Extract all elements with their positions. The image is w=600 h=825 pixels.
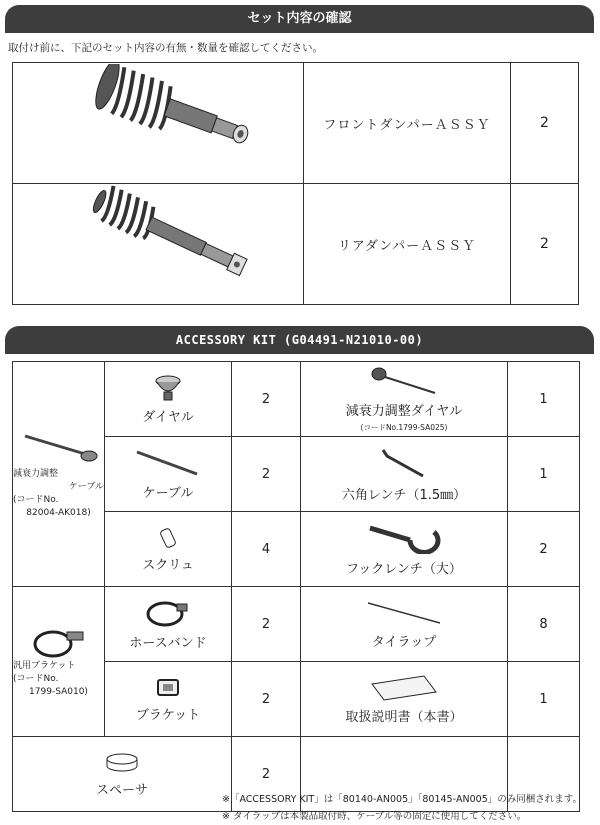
- hex-wrench-cell: [301, 437, 508, 512]
- hook-wrench-cell: [301, 512, 508, 587]
- bracket-group-label: 汎用ブラケット (コードNo. 1799-SA010): [13, 661, 88, 697]
- rear-damper-image-cell: [13, 184, 304, 305]
- adjust-cable-icon: [19, 428, 99, 468]
- item-name: タイラップ: [371, 634, 437, 650]
- table-row: [13, 587, 580, 662]
- set-contents-table: [12, 62, 579, 305]
- item-qty: 2: [232, 662, 301, 737]
- item-name: 減衰力調整ダイヤル: [345, 403, 463, 419]
- intro-text: 取付け前に、下記のセット内容の有無・数量を確認してください。: [8, 42, 323, 54]
- footnote: ※「ACCESSORY KIT」は「80140-AN005」「80145-AN005」のみ同梱されます。: [221, 794, 582, 805]
- hose-band-icon: [145, 598, 191, 628]
- item-name: 六角レンチ（1.5㎜）: [341, 487, 467, 503]
- spacer-icon: [102, 751, 142, 775]
- hose-band-cell: [105, 587, 232, 662]
- bracket-icon: [155, 676, 181, 700]
- item-code: (コードNo.1799-SA025): [360, 422, 448, 432]
- item-qty: 4: [232, 512, 301, 587]
- item-name: リアダンパーＡＳＳＹ: [304, 184, 511, 305]
- adjuster-dial-cell: [301, 362, 508, 437]
- item-name: 取扱説明書（本書）: [345, 709, 463, 725]
- accessory-kit-table: [12, 361, 580, 812]
- item-qty: 2: [232, 362, 301, 437]
- tie-wrap-icon: [364, 599, 444, 627]
- bracket-group-cell: [13, 587, 105, 737]
- bracket-cell: [105, 662, 232, 737]
- item-qty: 1: [508, 662, 580, 737]
- item-qty: 2: [232, 587, 301, 662]
- table-row: [13, 362, 580, 437]
- hook-wrench-icon: [364, 522, 444, 554]
- item-qty: 1: [508, 437, 580, 512]
- item-name: ブラケット: [135, 707, 201, 723]
- cable-icon: [133, 448, 203, 478]
- manual-cell: [301, 662, 508, 737]
- item-name: スクリュ: [142, 557, 194, 573]
- table-row: [13, 184, 579, 305]
- adjuster-dial-icon: [369, 366, 439, 396]
- table-row: [13, 63, 579, 184]
- item-qty: 2: [511, 63, 579, 184]
- dial-icon: [153, 374, 183, 402]
- footnotes: [222, 791, 582, 825]
- manual-icon: [364, 674, 444, 702]
- tie-wrap-cell: [301, 587, 508, 662]
- item-name: ダイヤル: [142, 409, 194, 425]
- item-qty: 2: [232, 437, 301, 512]
- hex-wrench-icon: [379, 446, 429, 480]
- item-qty: 2: [232, 737, 301, 812]
- spacer-cell: [13, 737, 232, 812]
- footnote: ※ タイラップは本製品取付時、ケーブル等の固定に使用してください。: [221, 811, 527, 822]
- accessory-kit-banner: ACCESSORY KIT (G04491-N21010-00): [5, 326, 594, 354]
- item-qty: 2: [508, 512, 580, 587]
- item-name: ケーブル: [142, 485, 194, 501]
- front-damper-icon: [58, 64, 258, 179]
- screw-icon: [158, 526, 178, 550]
- item-name: スペーサ: [95, 782, 148, 798]
- item-name: フロントダンパーＡＳＳＹ: [304, 63, 511, 184]
- rear-damper-icon: [58, 185, 258, 300]
- item-qty: 1: [508, 362, 580, 437]
- cable-group-cell: [13, 362, 105, 587]
- item-qty: 2: [511, 184, 579, 305]
- universal-bracket-icon: [29, 624, 89, 660]
- cable-cell: [105, 437, 232, 512]
- dial-cell: [105, 362, 232, 437]
- item-name: ホースバンド: [129, 635, 207, 651]
- item-qty: 8: [508, 587, 580, 662]
- set-contents-banner: セット内容の確認: [5, 5, 594, 33]
- cable-group-label: 減衰力調整 ケーブル (コードNo. 82004-AK018): [13, 469, 104, 518]
- item-name: フックレンチ（大）: [346, 561, 462, 577]
- screw-cell: [105, 512, 232, 587]
- front-damper-image-cell: [13, 63, 304, 184]
